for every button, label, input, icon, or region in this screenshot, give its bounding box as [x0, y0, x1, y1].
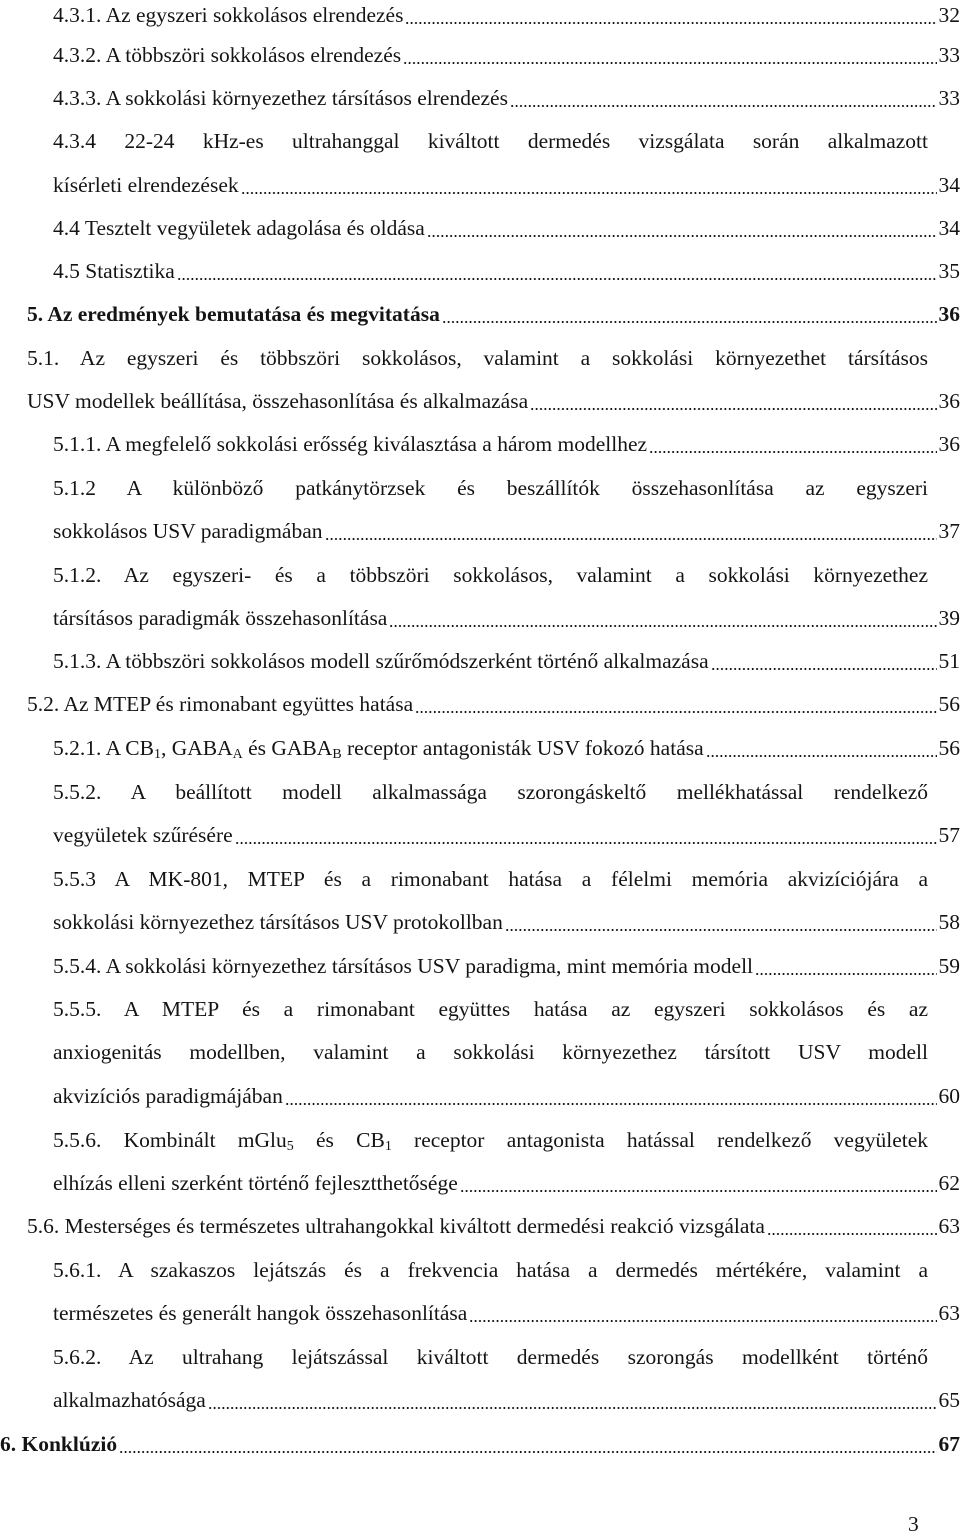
dot-leader — [241, 191, 937, 200]
toc-page-number: 63 — [938, 1301, 960, 1325]
toc-line: 5.1.3. A többszöri sokkolásos modell szűrőmódszerként történő alkalmazása 51 — [53, 646, 960, 676]
dot-leader — [469, 1319, 936, 1328]
page-number: 3 — [908, 1512, 919, 1536]
toc-line: sokkolási környezethez társításos USV protokollban 58 — [53, 907, 960, 937]
toc-line: 5.5.5. A MTEP és a rimonabant együttes hatása az egyszeri sokkolásos és az — [53, 997, 928, 1021]
dot-leader — [505, 928, 937, 937]
toc-line: elhízás elleni szerként történő fejlesztthetősége 62 — [53, 1168, 960, 1198]
toc-page-number: 56 — [938, 692, 960, 716]
dot-leader — [235, 841, 937, 850]
dot-leader — [460, 1189, 937, 1198]
toc-line: 5.2.1. A $CB_1$, $GABA_A$ és $GABA_B$ receptor antagonisták USV fokozó hatása 56 — [53, 733, 960, 763]
toc-line: 5.5.3 A MK-801, MTEP és a rimonabant hatása a félelmi memória akvizíciójára a — [53, 867, 928, 891]
toc-page-number: 60 — [938, 1084, 960, 1108]
toc-page-number: 63 — [938, 1214, 960, 1238]
dot-leader — [510, 104, 937, 113]
toc-page-number: 33 — [938, 43, 960, 67]
toc-line: 4.3.3. A sokkolási környezethez társításos elrendezés 33 — [53, 83, 960, 113]
toc-line: természetes és generált hangok összehasonlítása 63 — [53, 1298, 960, 1328]
dot-leader — [389, 624, 936, 633]
toc-line: társításos paradigmák összehasonlítása 39 — [53, 603, 960, 633]
toc-line: 5.5.4. A sokkolási környezethez társításos USV paradigma, mint memória modell 59 — [53, 951, 960, 981]
toc-line: 5.5.6. Kombinált mGlu$_5$ és $CB_1$ receptor antagonista hatással rendelkező vegyületek — [53, 1128, 928, 1154]
toc-line: sokkolásos USV paradigmában 37 — [53, 516, 960, 546]
toc-line: 4.3.2. A többszöri sokkolásos elrendezés 33 — [53, 40, 960, 70]
dot-leader — [403, 61, 936, 70]
dot-leader — [427, 234, 937, 243]
dot-leader — [442, 320, 937, 329]
toc-line: 4.3.4 22-24 kHz-es ultrahanggal kiváltott dermedés vizsgálata során alkalmazott — [53, 129, 928, 153]
toc-page-number: 35 — [938, 259, 960, 283]
dot-leader — [706, 754, 937, 763]
toc-line: anxiogenitás modellben, valamint a sokkolási környezethez társított USV modell — [53, 1040, 928, 1064]
dot-leader — [649, 450, 936, 459]
toc-page-number: 51 — [938, 649, 960, 673]
toc-line: 4.4 Tesztelt vegyületek adagolása és oldása 34 — [53, 213, 960, 243]
toc-page-number: 34 — [938, 173, 960, 197]
toc-page-number: 36 — [938, 302, 960, 326]
toc-page-number: 58 — [938, 910, 960, 934]
dot-leader — [405, 21, 936, 30]
toc-page-number: 59 — [938, 954, 960, 978]
toc-line: vegyületek szűrésére 57 — [53, 820, 960, 850]
toc-page-number: 33 — [938, 86, 960, 110]
toc-line: USV modellek beállítása, összehasonlítása és alkalmazása 36 — [27, 386, 960, 416]
toc-line: 5.1.2. Az egyszeri- és a többszöri sokkolásos, valamint a sokkolási környezethez — [53, 563, 928, 587]
toc-line: alkalmazhatósága 65 — [53, 1385, 960, 1415]
dot-leader — [415, 710, 936, 719]
toc-page-number: 34 — [938, 216, 960, 240]
toc-page-number: 39 — [938, 606, 960, 630]
toc-line: 5.1.1. A megfelelő sokkolási erősség kiválasztása a három modellhez 36 — [53, 429, 960, 459]
dot-leader — [285, 1102, 937, 1111]
dot-leader — [177, 277, 937, 286]
toc-page-number: 37 — [938, 519, 960, 543]
toc-line: 5.5.2. A beállított modell alkalmassága szorongáskeltő mellékhatással rendelkező — [53, 780, 928, 804]
toc-line: 4.5 Statisztika 35 — [53, 256, 960, 286]
dot-leader — [119, 1450, 936, 1459]
toc-page-number: 36 — [938, 389, 960, 413]
toc-line: 5. Az eredmények bemutatása és megvitatása 36 — [27, 299, 960, 329]
toc-page-number: 56 — [938, 736, 960, 760]
dot-leader — [530, 407, 936, 416]
toc-line: 4.3.1. Az egyszeri sokkolásos elrendezés 32 — [53, 0, 960, 30]
toc-line: 5.2. Az MTEP és rimonabant együttes hatása 56 — [27, 689, 960, 719]
toc-line: 5.1. Az egyszeri és többszöri sokkolásos, valamint a sokkolási környezethet társításos — [27, 346, 928, 370]
toc-page-number: 62 — [938, 1171, 960, 1195]
dot-leader — [711, 667, 937, 676]
toc-line: 5.6.2. Az ultrahang lejátszással kiváltott dermedés szorongás modellként történő — [53, 1345, 928, 1369]
dot-leader — [755, 972, 936, 981]
toc-page-number: 65 — [938, 1388, 960, 1412]
toc-line: 5.6. Mesterséges és természetes ultrahangokkal kiváltott dermedési reakció vizsgálata 63 — [27, 1211, 960, 1241]
toc-line: akvizíciós paradigmájában 60 — [53, 1081, 960, 1111]
dot-leader — [208, 1406, 937, 1415]
dot-leader — [325, 537, 937, 546]
dot-leader — [767, 1232, 937, 1241]
toc-page-number: 32 — [938, 3, 960, 27]
toc-line: 5.1.2 A különböző patkánytörzsek és beszállítók összehasonlítása az egyszeri — [53, 476, 928, 500]
toc-page-number: 57 — [938, 823, 960, 847]
toc-page-number: 67 — [938, 1432, 960, 1456]
toc-page-number: 36 — [938, 432, 960, 456]
toc-line: 6. Konklúzió 67 — [0, 1429, 960, 1459]
toc-line: kísérleti elrendezések 34 — [53, 170, 960, 200]
toc-line: 5.6.1. A szakaszos lejátszás és a frekvencia hatása a dermedés mértékére, valamint a — [53, 1258, 928, 1282]
